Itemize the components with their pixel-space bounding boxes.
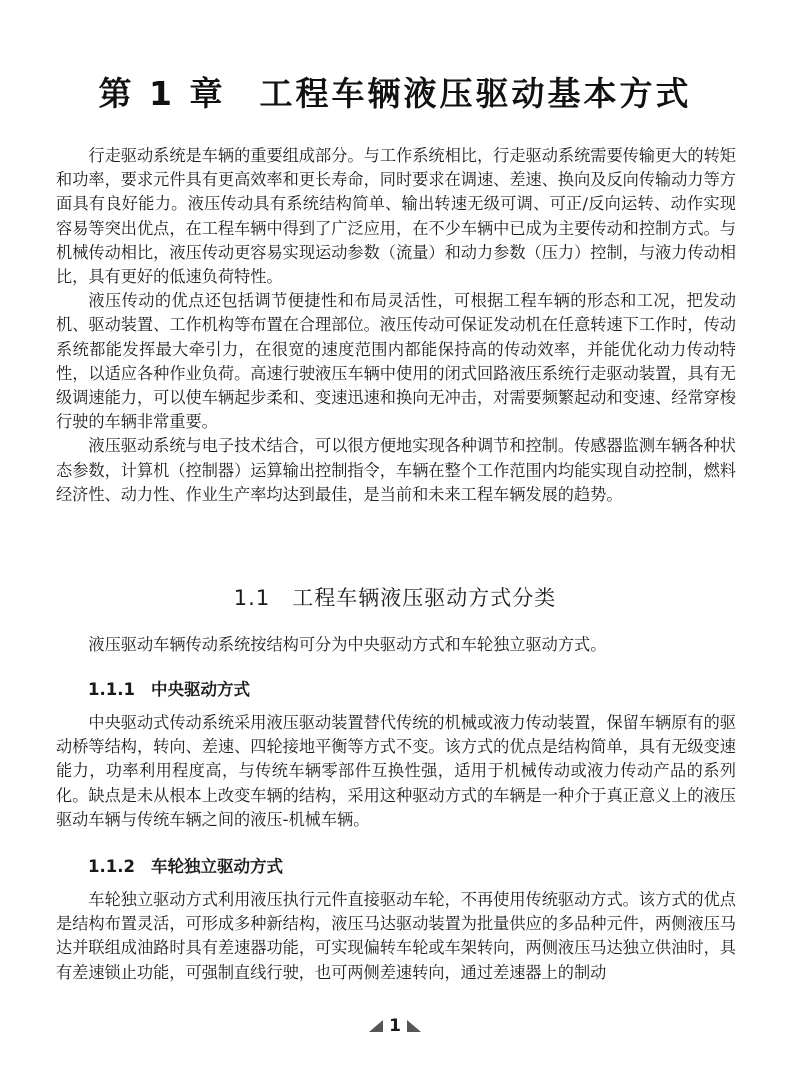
subsection-body-1	[56, 711, 736, 832]
subsection-paragraph-1: 中央驱动式传动系统采用液压驱动装置替代传统的机械或液力传动装置，保留车辆原有的驱动桥等结构，转向、差速、四轮接地平衡等方式不变。该方式的优点是结构简单，具有无级变速能力，功率利用程度高，与传统车辆零部件互换性强，适用于机械传动或液力传动产品的系列化。缺点是未从根本上改变车辆的结构，采用这种驱动方式的车辆是一种介于真正意义上的液压驱动车辆与传统车辆之间的液压-机械车辆。	[56, 713, 736, 829]
section-heading	[0, 582, 790, 612]
chapter-title-text: 工程车辆液压驱动基本方式	[259, 74, 692, 113]
intro-paragraph-3: 液压驱动系统与电子技术结合，可以很方便地实现各种调节和控制。传感器监测车辆各种状态参数，计算机（控制器）运算输出控制指令，车辆在整个工作范围内均能实现自动控制，燃料经济性、动力性、作业生产率均达到最佳，是当前和未来工程车辆发展的趋势。	[56, 436, 736, 504]
subsection-heading-2	[88, 853, 283, 877]
subsection-body-2	[56, 888, 736, 985]
subsection-number-1: 1.1.1	[88, 680, 135, 699]
left-triangle-icon	[369, 1020, 383, 1032]
section-number: 1.1	[233, 586, 271, 610]
subsection-heading-1	[88, 676, 250, 700]
subsection-paragraph-2: 车轮独立驱动方式利用液压执行元件直接驱动车轮，不再使用传统驱动方式。该方式的优点是结构布置灵活，可形成多种新结构，液压马达驱动装置为批量供应的多品种元件，两侧液压马达并联组成油路时具有差速器功能，可实现偏转车轮或车架转向，两侧液压马达独立供油时，具有差速锁止功能，可强制直线行驶，也可两侧差速转向，通过差速器上的制动	[56, 890, 736, 982]
page-number: 1	[389, 1016, 401, 1036]
section-title-text: 工程车辆液压驱动方式分类	[292, 586, 557, 610]
section-intro	[56, 633, 736, 657]
right-triangle-icon	[407, 1020, 421, 1032]
section-intro-paragraph: 液压驱动车辆传动系统按结构可分为中央驱动方式和车轮独立驱动方式。	[88, 635, 607, 654]
subsection-title-2: 车轮独立驱动方式	[150, 857, 283, 876]
chapter-number: 第 1 章	[98, 74, 226, 113]
intro-paragraph-1: 行走驱动系统是车辆的重要组成部分。与工作系统相比，行走驱动系统需要传输更大的转矩和功率，要求元件具有更高效率和更长寿命，同时要求在调速、差速、换向及反向传输动力等方面具有良好能力。液压传动具有系统结构简单、输出转速无级可调、可正/反向运转、动作实现容易等突出优点，在工程车辆中得到了广泛应用，在不少车辆中已成为主要传动和控制方式。与机械传动相比，液压传动更容易实现运动参数（流量）和动力参数（压力）控制，与液力传动相比，具有更好的低速负荷特性。	[56, 146, 736, 287]
subsection-title-1: 中央驱动方式	[150, 680, 250, 699]
intro-text	[56, 144, 736, 507]
subsection-number-2: 1.1.2	[88, 857, 135, 876]
intro-paragraph-2: 液压传动的优点还包括调节便捷性和布局灵活性，可根据工程车辆的形态和工况，把发动机、驱动装置、工作机构等布置在合理部位。液压传动可保证发动机在任意转速下工作时，传动系统都能发挥最大牵引力，在很宽的速度范围内都能保持高的传动效率，并能优化动力传动特性，以适应各种作业负荷。高速行驶液压车辆中使用的闭式回路液压系统行走驱动装置，具有无级调速能力，可以使车辆起步柔和、变速迅速和换向无冲击，对需要频繁起动和变速、经常穿梭行驶的车辆非常重要。	[56, 291, 736, 432]
chapter-title	[0, 68, 790, 115]
page-footer	[0, 1016, 790, 1036]
